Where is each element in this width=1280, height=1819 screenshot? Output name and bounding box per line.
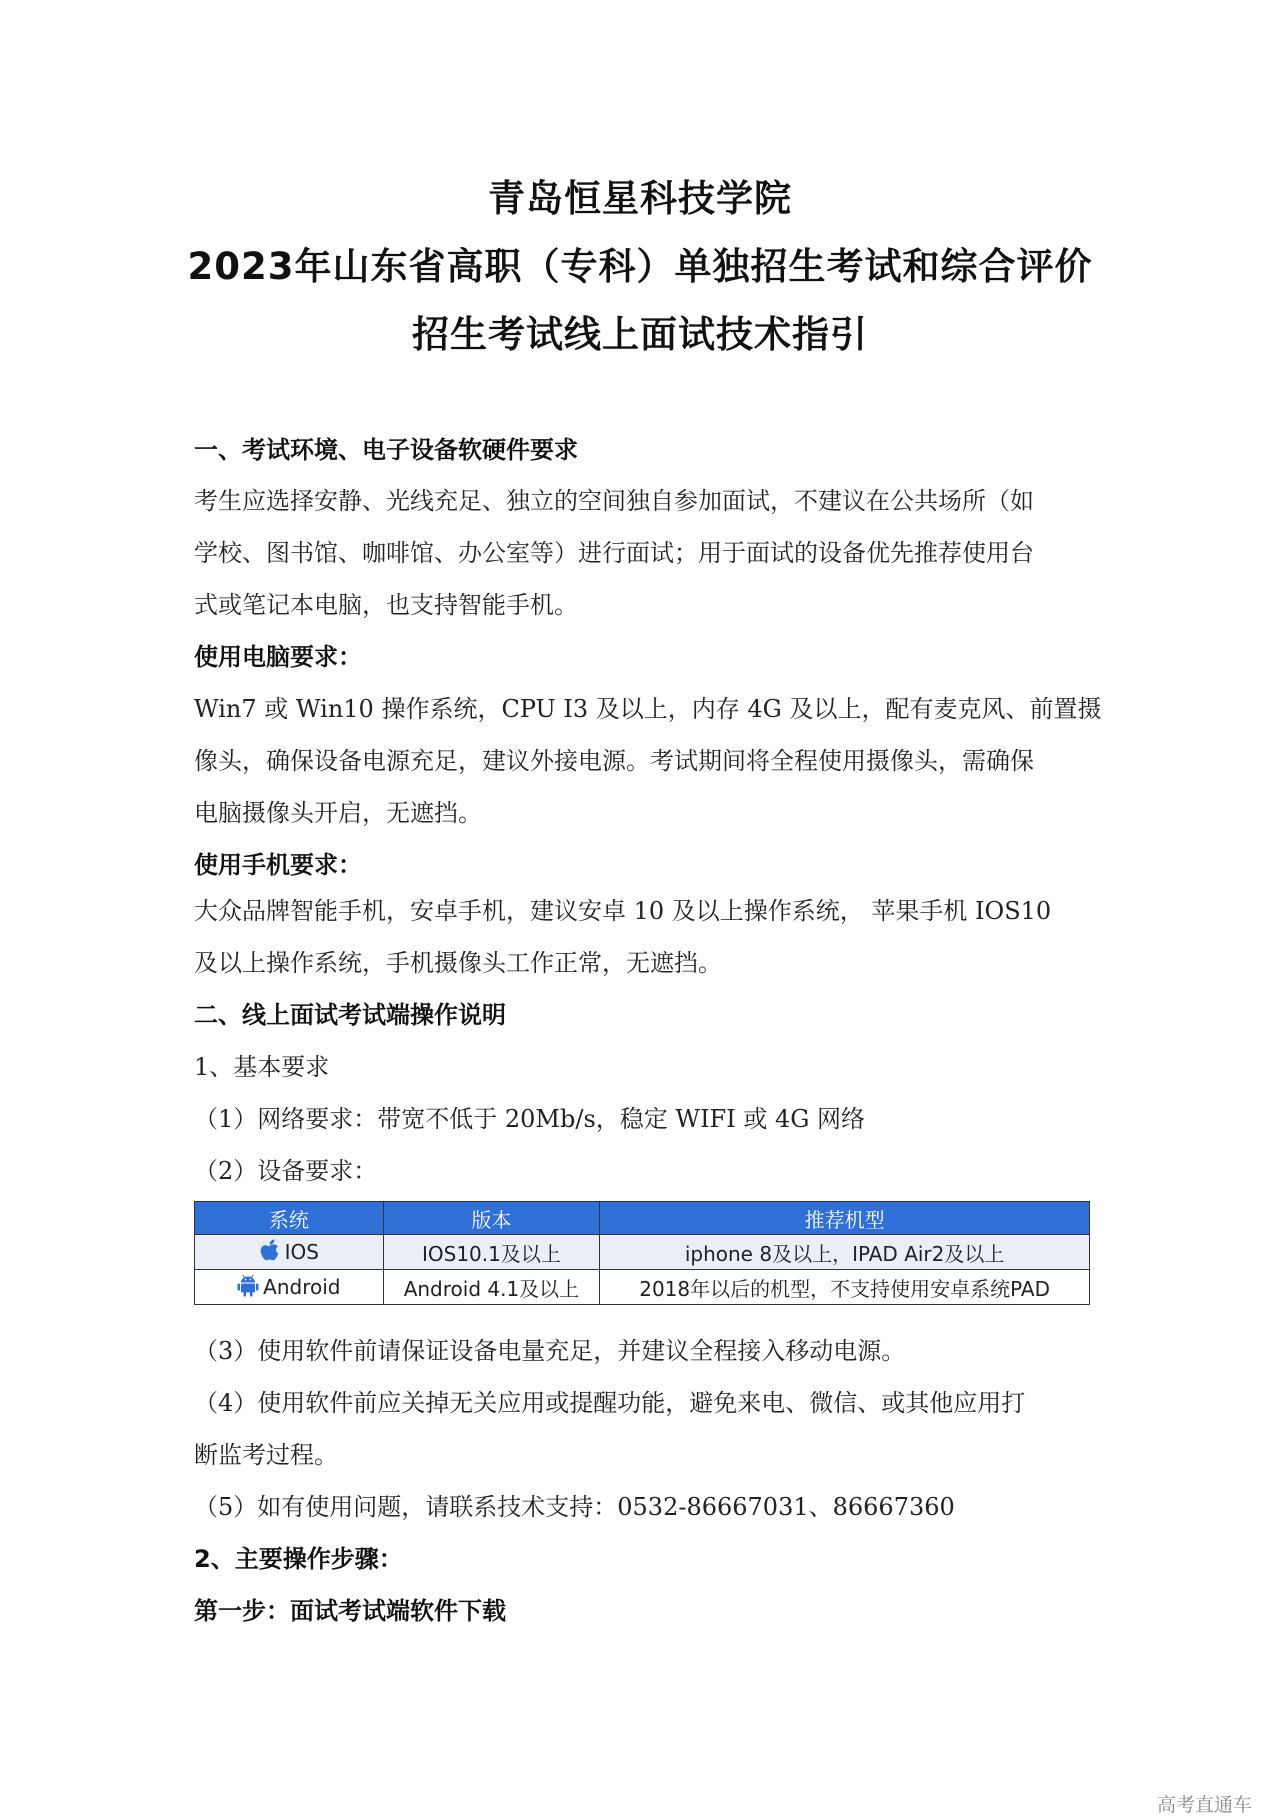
table-row	[195, 1235, 1090, 1270]
pc-requirements-line: Win7 或 Win10 操作系统，CPU I3 及以上，内存 4G 及以上，配有麦克风、前置摄	[194, 695, 1102, 723]
device-requirement-label: （2）设备要求：	[194, 1157, 378, 1185]
phone-requirements-line: 大众品牌智能手机，安卓手机，建议安卓 10 及以上操作系统， 苹果手机 IOS10	[194, 897, 1052, 925]
table-row	[195, 1270, 1090, 1305]
android-icon	[237, 1273, 259, 1302]
table-cell-models: iphone 8及以上，IPAD Air2及以上	[600, 1235, 1090, 1270]
section1-paragraph-line: 式或笔记本电脑，也支持智能手机。	[194, 591, 578, 619]
usage-note-4-line: 断监考过程。	[194, 1441, 338, 1469]
section1-paragraph-line: 考生应选择安静、光线充足、独立的空间独自参加面试，不建议在公共场所（如	[194, 487, 1034, 515]
table-cell-models: 2018年以后的机型，不支持使用安卓系统PAD	[600, 1270, 1090, 1305]
pc-requirements-line: 电脑摄像头开启，无遮挡。	[194, 799, 482, 827]
table-cell-version: IOS10.1及以上	[383, 1235, 600, 1270]
table-header-cell: 系统	[195, 1202, 384, 1235]
phone-requirements-heading: 使用手机要求：	[194, 851, 362, 879]
table-cell-system	[195, 1235, 384, 1270]
support-contact: （5）如有使用问题，请联系技术支持：0532-86667031、86667360	[194, 1493, 955, 1521]
pc-requirements-heading: 使用电脑要求：	[194, 643, 362, 671]
watermark: 高考直通车	[1156, 1794, 1252, 1816]
os-name: IOS	[284, 1239, 319, 1264]
phone-requirements-line: 及以上操作系统，手机摄像头工作正常，无遮挡。	[194, 949, 722, 977]
steps-heading: 2、主要操作步骤：	[194, 1545, 403, 1573]
pc-requirements-line: 像头，确保设备电源充足，建议外接电源。考试期间将全程使用摄像头，需确保	[194, 747, 1034, 775]
os-name: Android	[263, 1274, 341, 1299]
table-header-cell: 推荐机型	[600, 1202, 1090, 1235]
doc-title-exam: 2023年山东省高职（专科）单独招生考试和综合评价	[187, 245, 1093, 288]
table-cell-version: Android 4.1及以上	[383, 1270, 600, 1305]
basic-requirements-label: 1、基本要求	[194, 1053, 330, 1081]
device-requirements-table	[194, 1201, 1090, 1305]
table-header-row	[195, 1202, 1090, 1235]
table-header-cell: 版本	[383, 1202, 600, 1235]
usage-note-3: （3）使用软件前请保证设备电量充足，并建议全程接入移动电源。	[194, 1337, 906, 1365]
table-cell-system	[195, 1270, 384, 1305]
network-requirement: （1）网络要求：带宽不低于 20Mb/s，稳定 WIFI 或 4G 网络	[194, 1105, 866, 1133]
apple-icon	[259, 1238, 281, 1267]
section1-paragraph-line: 学校、图书馆、咖啡馆、办公室等）进行面试；用于面试的设备优先推荐使用台	[194, 539, 1034, 567]
section2-heading: 二、线上面试考试端操作说明	[194, 1001, 506, 1029]
doc-title-guide: 招生考试线上面试技术指引	[412, 313, 868, 356]
step1-heading: 第一步：面试考试端软件下载	[194, 1597, 506, 1625]
usage-note-4-line: （4）使用软件前应关掉无关应用或提醒功能，避免来电、微信、或其他应用打	[194, 1389, 1026, 1417]
section1-heading: 一、考试环境、电子设备软硬件要求	[194, 436, 578, 464]
doc-title-school: 青岛恒星科技学院	[488, 177, 792, 220]
